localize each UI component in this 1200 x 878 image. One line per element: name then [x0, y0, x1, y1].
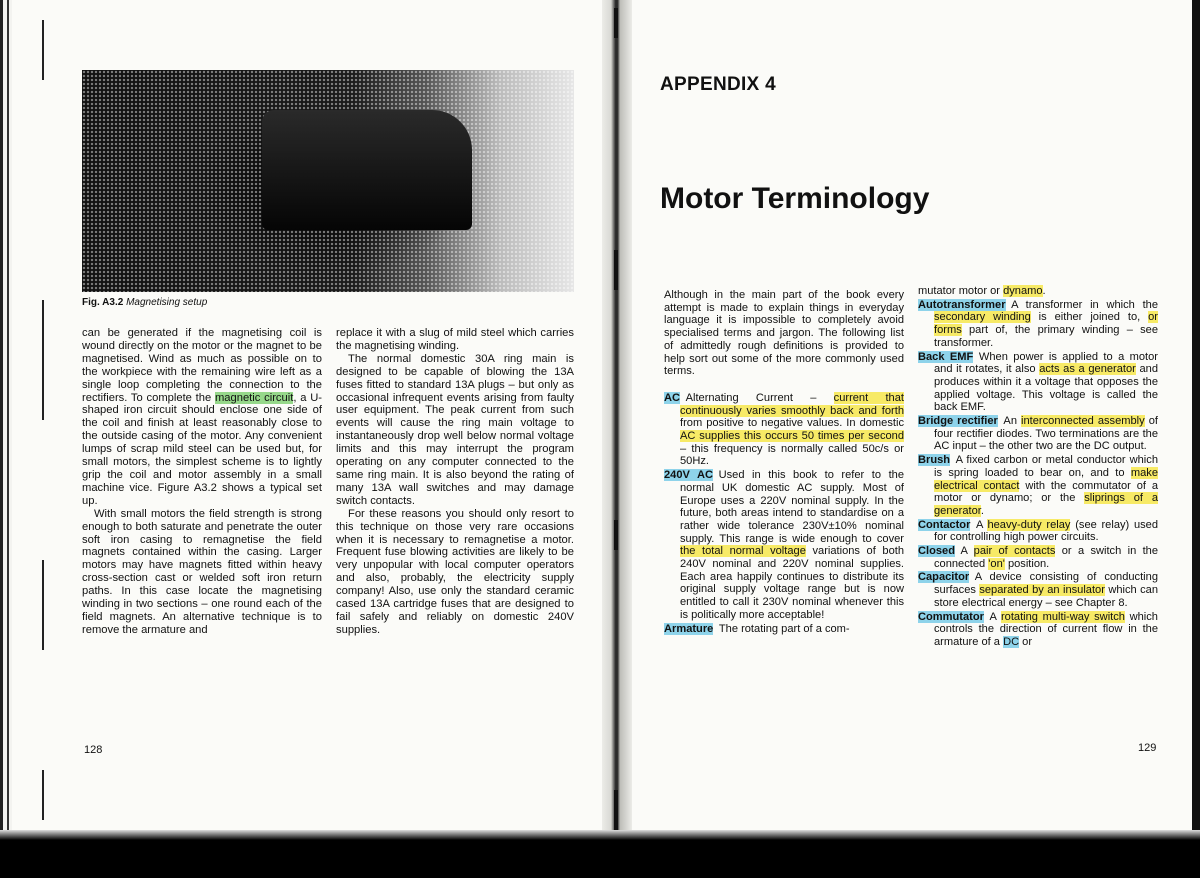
figure-caption-label: Fig. A3.2 — [82, 297, 124, 308]
glossary-entry — [664, 623, 904, 636]
glossary-term: Contactor — [918, 518, 971, 531]
glossary-entry — [918, 454, 1158, 518]
appendix-heading: APPENDIX 4 — [660, 74, 776, 95]
glossary-term: 240V AC — [664, 469, 714, 482]
text-run: A — [989, 610, 1001, 623]
page-number-right: 129 — [1138, 742, 1157, 754]
glossary-entry — [918, 611, 1158, 649]
page-title: Motor Terminology — [660, 182, 930, 215]
text-run: . — [1042, 285, 1046, 297]
paragraph: replace it with a slug of mild steel which carries the magnetising winding. — [336, 327, 574, 352]
glossary-entry — [918, 545, 1158, 570]
highlighted-text: pair of contacts — [973, 545, 1056, 558]
glossary-term: Capacitor — [918, 571, 970, 584]
glossary-entry — [918, 415, 1158, 453]
highlighted-text: magnetic circuit — [214, 391, 294, 404]
text-run: The rotating part of a com- — [718, 622, 850, 635]
glossary-entry — [664, 392, 904, 468]
margin-mark — [42, 300, 44, 420]
text-run: . — [980, 504, 984, 517]
paragraph: The normal domestic 30A ring main is designed to be capable of blowing the 13A fuses fitted to standard 13A plugs – but only as occasional infrequent events arising from faulty user equipment. The peak current from such events will cause the ring main voltage to instantaneously drop well below normal voltage limits and this may interrupt the program operating on any computer connected to the same ring main. It is also beyond the rating of many 13A wall switches and may damage switch contacts. — [336, 352, 574, 507]
highlighted-text: make electrical contact — [934, 466, 1158, 492]
gutter-mark — [614, 8, 618, 38]
glossary-term: Bridge rectifier — [918, 415, 998, 428]
text-run: and produces within it a voltage that opposes the applied voltage. This voltage is called the back EMF. — [934, 363, 1158, 414]
text-run: of four rectifier diodes. Two terminations are the AC input – the other two are the DC output. — [934, 415, 1158, 453]
figure-caption — [82, 297, 207, 308]
text-run: can be generated if the magnetising coil is wound directly on the motor or the magnet to be magnetised. Wind as much as possible on to the workpiece with the remaining wire left as a single loop completing the connection to the rectifiers. To complete the — [82, 327, 322, 404]
text-run: mutator motor or — [918, 285, 1004, 297]
text-run: Used in this book to refer to the normal UK domestic AC supply. Most of Europe uses a 220V nominal supply. In the future, both areas intend to standardise on a rather wide tolerance 230V±10% nominal supply. This range is wide enough to cover — [680, 469, 904, 545]
highlighted-text: acts as a generator — [1039, 363, 1136, 376]
glossary-term: Autotransformer — [918, 298, 1006, 311]
intro-paragraph: Although in the main part of the book every attempt is made to explain things in everyday language it is impossible to completely avoid specialised terms and jargon. The following list of admittedly rough definitions is provided to help sort out some of the more commonly used terms. — [664, 289, 904, 378]
left-column-2 — [336, 327, 574, 637]
highlighted-text: interconnected assembly — [1021, 415, 1145, 428]
text-run: (see relay) used for controlling high power circuits. — [934, 518, 1159, 544]
text-run: variations of both 240V nominal and 220V nominal supplies. Each area happily continues to distribute its original supply voltage range but is now entitled to call it 230V nominal whenever this is politically more acceptable! — [680, 545, 904, 621]
figure-caption-text: Magnetising setup — [126, 297, 208, 308]
margin-mark — [42, 770, 44, 820]
right-column-1 — [664, 289, 904, 636]
page-bottom-shadow — [0, 830, 1200, 840]
text-run: with the commutator of a motor or dynamo; or the — [934, 479, 1158, 505]
text-run: When power is applied to a motor and it rotates, it also — [934, 350, 1158, 376]
scan-edge-right — [1192, 0, 1200, 840]
glossary-term: Commutator — [918, 610, 984, 623]
glossary-entry — [918, 299, 1158, 350]
highlighted-text: or forms — [934, 311, 1158, 337]
text-run: , a U-shaped iron circuit should enclose one side of the coil and finish at least reasonably close to the outside casing of the motor. Any convenient lumps of scrap mild steel can be used but, for small motors, the simplest scheme is to lightly grip the coil and motor assembly in a small machine vice. Figure A3.2 shows a typical set up. — [82, 391, 322, 507]
glossary-term: Brush — [918, 454, 951, 467]
highlighted-text: separated by an insulator — [979, 584, 1105, 597]
glossary-term: Closed — [918, 545, 955, 558]
highlighted-text: sliprings of a generator — [934, 492, 1158, 517]
text-run: Alternating Current — [685, 391, 793, 404]
highlighted-text: current that continuously varies smoothly back and forth — [680, 391, 904, 417]
highlighted-text: dynamo — [1003, 285, 1043, 297]
scan-edge-left — [0, 0, 12, 840]
highlighted-text: 'on' — [988, 557, 1005, 570]
glossary-continuation — [918, 285, 1158, 298]
highlighted-text: DC — [1003, 635, 1020, 648]
right-column-2 — [918, 285, 1158, 650]
glossary-list-1 — [664, 392, 904, 635]
margin-mark — [42, 20, 44, 80]
highlighted-text: AC supplies this occurs 50 times per second — [680, 430, 904, 443]
glossary-term: Back EMF — [918, 350, 974, 363]
text-run: position. — [1004, 557, 1050, 570]
text-run: A device consisting of conducting surfaces — [934, 571, 1158, 597]
text-run: – this frequency is normally called 50c/s or 50Hz. — [680, 442, 904, 468]
highlighted-text: secondary winding — [934, 311, 1031, 324]
glossary-entry — [918, 519, 1158, 544]
text-run: from positive to negative values. In domestic — [680, 417, 904, 430]
glossary-term: Armature — [664, 622, 714, 635]
glossary-entry — [664, 469, 904, 621]
margin-mark — [42, 560, 44, 650]
highlighted-text: heavy-duty relay — [987, 518, 1071, 531]
glossary-list-2 — [918, 299, 1158, 649]
glossary-entry — [918, 571, 1158, 609]
text-run: which controls the direction of current flow in the armature of a — [934, 610, 1158, 648]
highlighted-text: the total normal voltage — [680, 545, 806, 558]
text-run: A — [960, 545, 974, 558]
text-run: An — [1003, 415, 1022, 428]
gutter-mark — [614, 250, 618, 290]
book-gutter — [602, 0, 632, 840]
text-run: part of, the primary winding – see transformer. — [934, 324, 1158, 349]
glossary-entry — [918, 351, 1158, 415]
left-column-1 — [82, 327, 322, 637]
paragraph: For these reasons you should only resort to this technique on those very rare occasions when it is necessary to remagnetise a motor. Frequent fuse blowing activities are likely to be very unpopular with local computer operators and also, probably, the electricity supply company! Also, use only the standard ceramic cased 13A cartridge fuses that are designed to fail safely and reliably on domestic 240V supplies. — [336, 507, 574, 636]
paragraph: With small motors the field strength is strong enough to both saturate and penetrate the outer soft iron casing to remagnetise the field magnets contained within the casing. Larger motors may have magnets fitted within heavy cross-section cast or welded soft iron return paths. In this case locate the magnetising winding in two sections – one round each of the field magnets. An alternative technique is to remove the armature and — [82, 507, 322, 636]
gutter-mark — [614, 520, 618, 550]
text-run: is either joined to, — [1030, 311, 1149, 324]
text-run: or — [1019, 635, 1033, 648]
text-run: A — [975, 518, 988, 531]
page-number-left: 128 — [84, 744, 103, 756]
text-run: – — [792, 391, 834, 404]
gutter-mark — [614, 790, 618, 830]
highlighted-text: rotating multi-way switch — [1000, 610, 1125, 623]
text-run: or a switch in the connected — [934, 545, 1158, 570]
text-run: A fixed carbon or metal conductor which is spring loaded to bear on, and to — [934, 454, 1158, 479]
magnetising-setup-photo — [82, 70, 574, 292]
glossary-term: AC — [664, 391, 681, 404]
text-run: A transformer in which the — [1011, 298, 1158, 311]
paragraph — [82, 327, 322, 508]
text-run: which can store electrical energy – see Chapter 8. — [934, 584, 1158, 609]
